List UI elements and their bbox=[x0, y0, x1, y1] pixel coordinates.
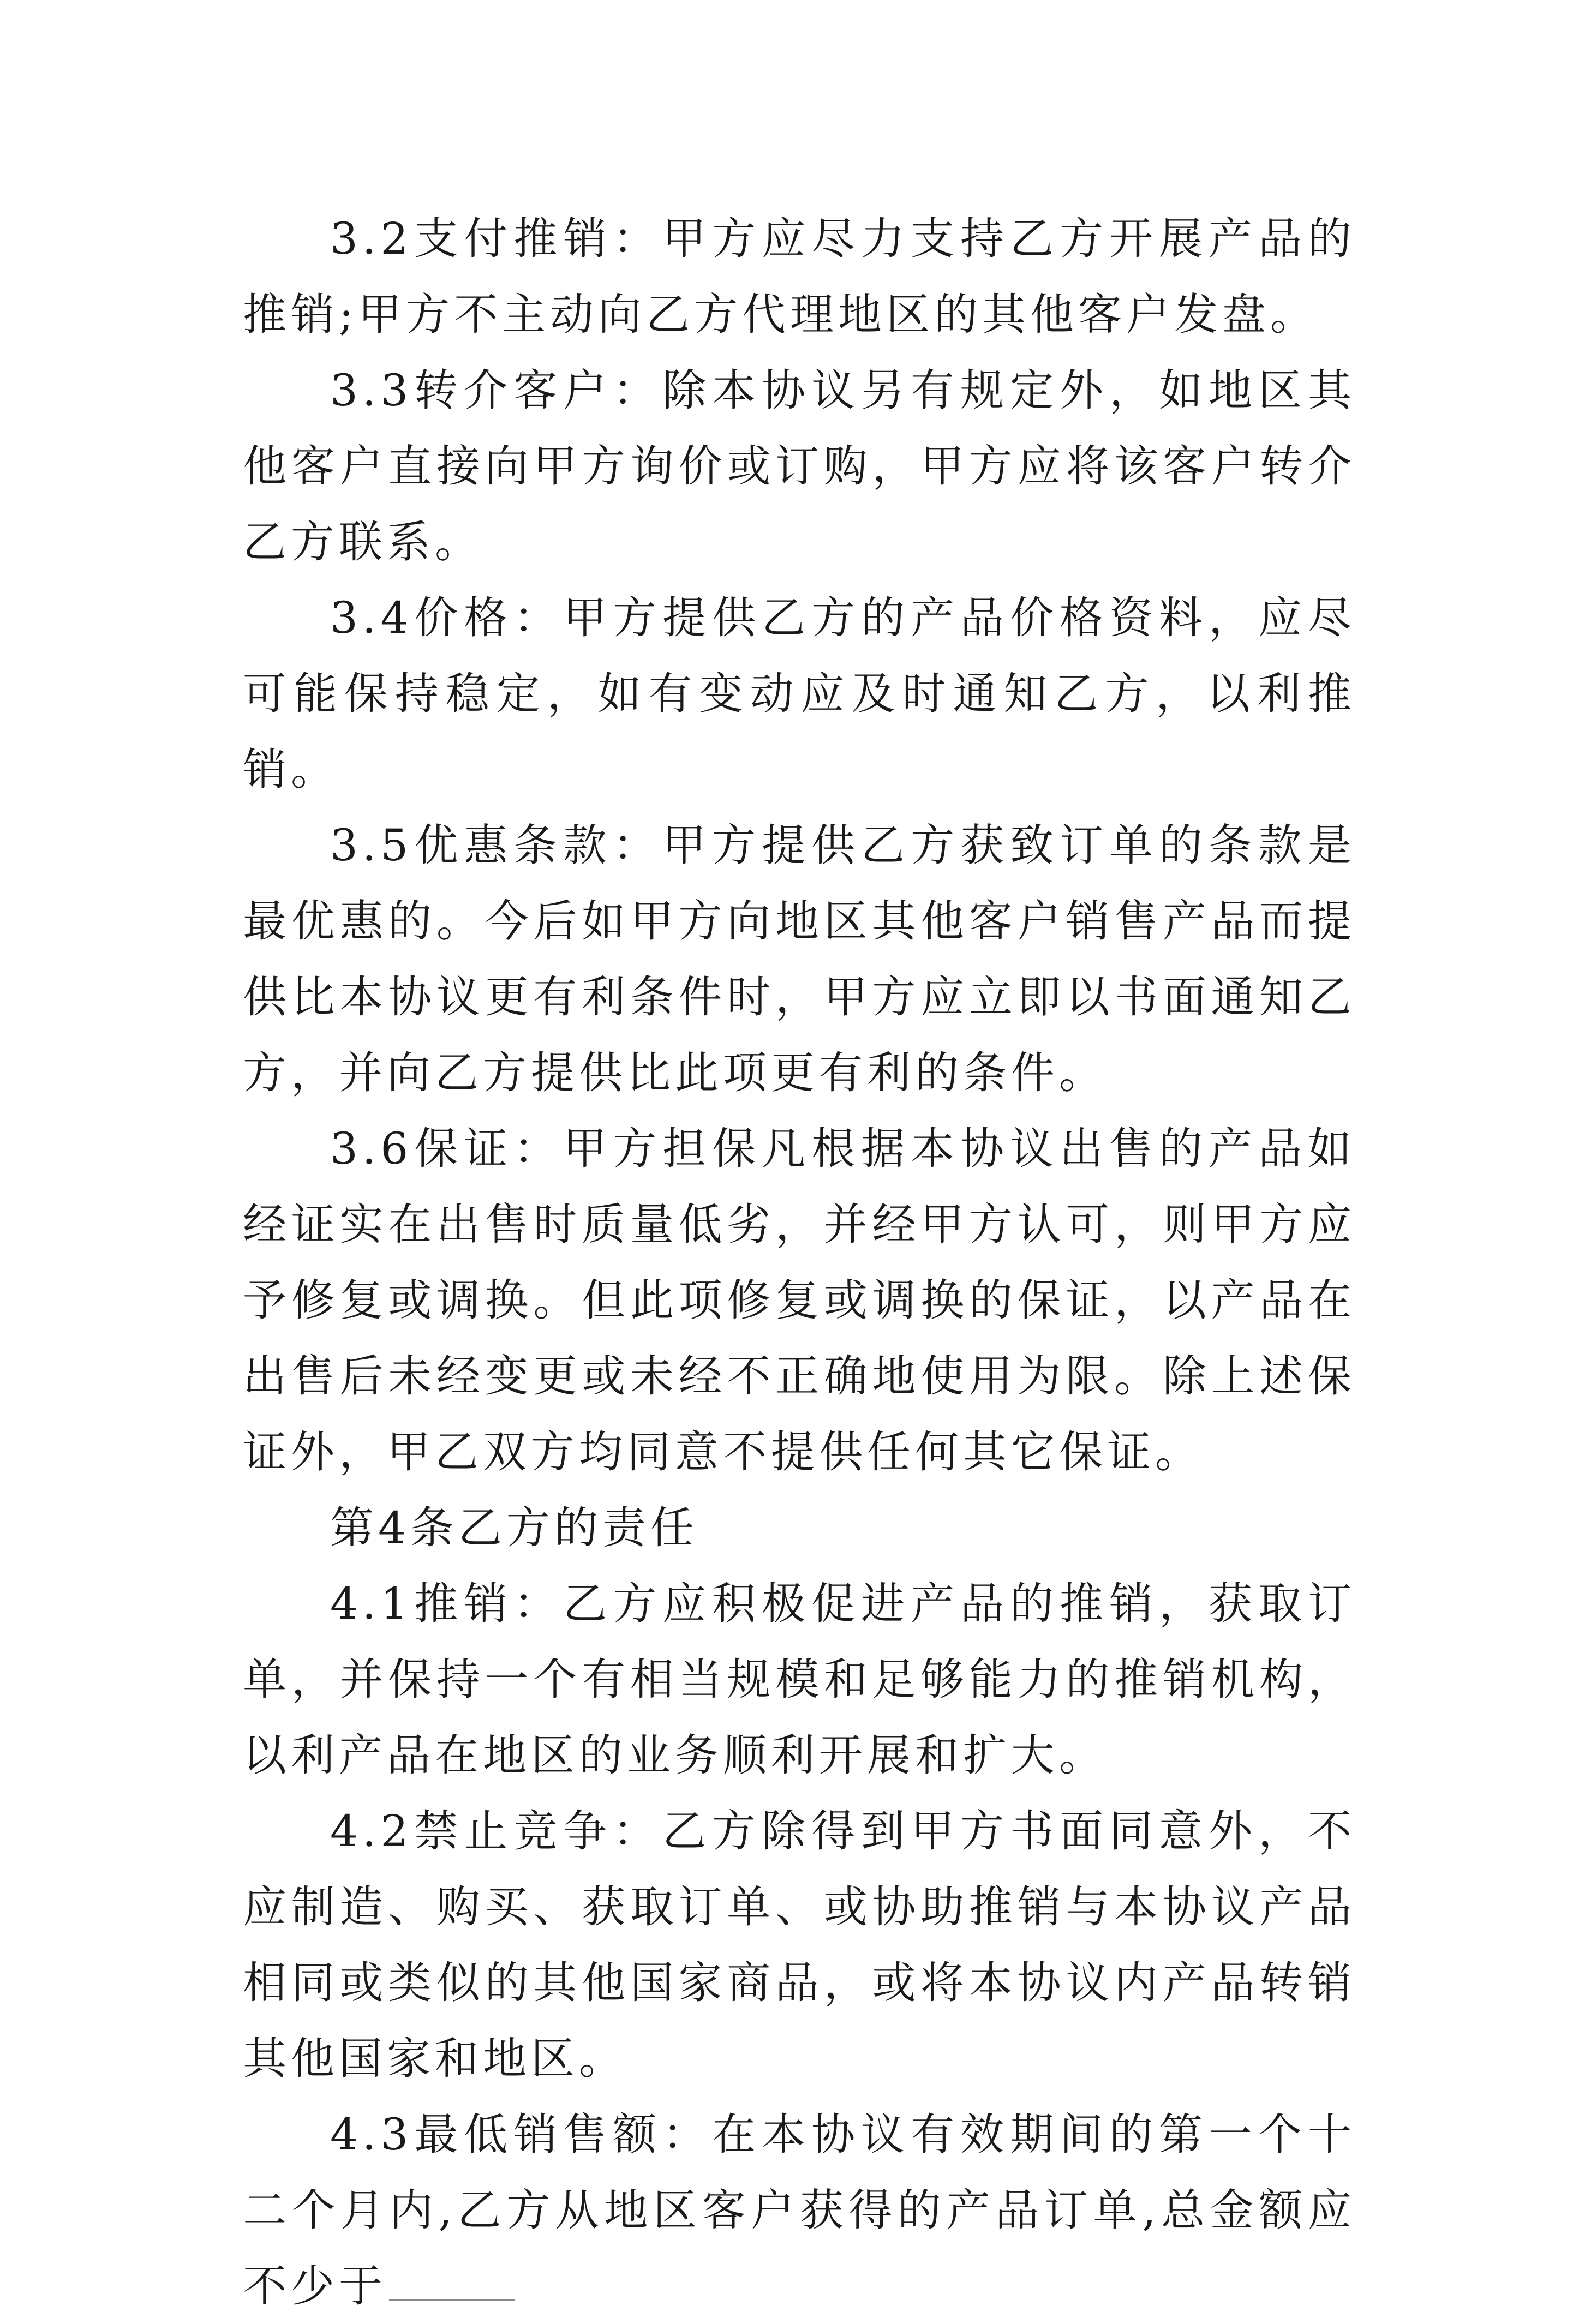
clause-3-4: 3.4价格：甲方提供乙方的产品价格资料，应尽可能保持稳定，如有变动应及时通知乙方，以利推销。 bbox=[243, 592, 1356, 795]
clause-4-2: 4.2禁止竞争：乙方除得到甲方书面同意外，不应制造、购买、获取订单、或协助推销与本协议产品相同或类似的其他国家商品，或将本协议内产品转销其他国家和地区。 bbox=[243, 1806, 1356, 2084]
clause-4-3 bbox=[243, 2097, 1356, 2324]
document-body bbox=[243, 201, 1356, 2324]
clause-3-2: 3.2支付推销：甲方应尽力支持乙方开展产品的推销;甲方不主动向乙方代理地区的其他客户发盘。 bbox=[243, 213, 1356, 340]
clause-4-3-text: 4.3最低销售额：在本协议有效期间的第一个十二个月内,乙方从地区客户获得的产品订单,总金额应不少于 bbox=[243, 2109, 1356, 2311]
clause-4-1: 4.1推销：乙方应积极促进产品的推销，获取订单，并保持一个有相当规模和足够能力的推销机构，以利产品在地区的业务顺利开展和扩大。 bbox=[243, 1578, 1356, 1781]
clause-3-3: 3.3转介客户：除本协议另有规定外，如地区其他客户直接向甲方询价或订购，甲方应将该客户转介乙方联系。 bbox=[243, 365, 1356, 567]
fill-in-blank bbox=[389, 2256, 515, 2301]
clause-3-5: 3.5优惠条款：甲方提供乙方获致订单的条款是最优惠的。今后如甲方向地区其他客户销售产品而提供比本协议更有利条件时，甲方应立即以书面通知乙方，并向乙方提供比此项更有利的条件。 bbox=[243, 820, 1356, 1098]
clause-3-6: 3.6保证：甲方担保凡根据本协议出售的产品如经证实在出售时质量低劣，并经甲方认可，则甲方应予修复或调换。但此项修复或调换的保证，以产品在出售后未经变更或未经不正确地使用为限。除上述保证外，甲乙双方均同意不提供任何其它保证。 bbox=[243, 1123, 1356, 1477]
section-heading-4: 第4条乙方的责任 bbox=[330, 1502, 698, 1553]
